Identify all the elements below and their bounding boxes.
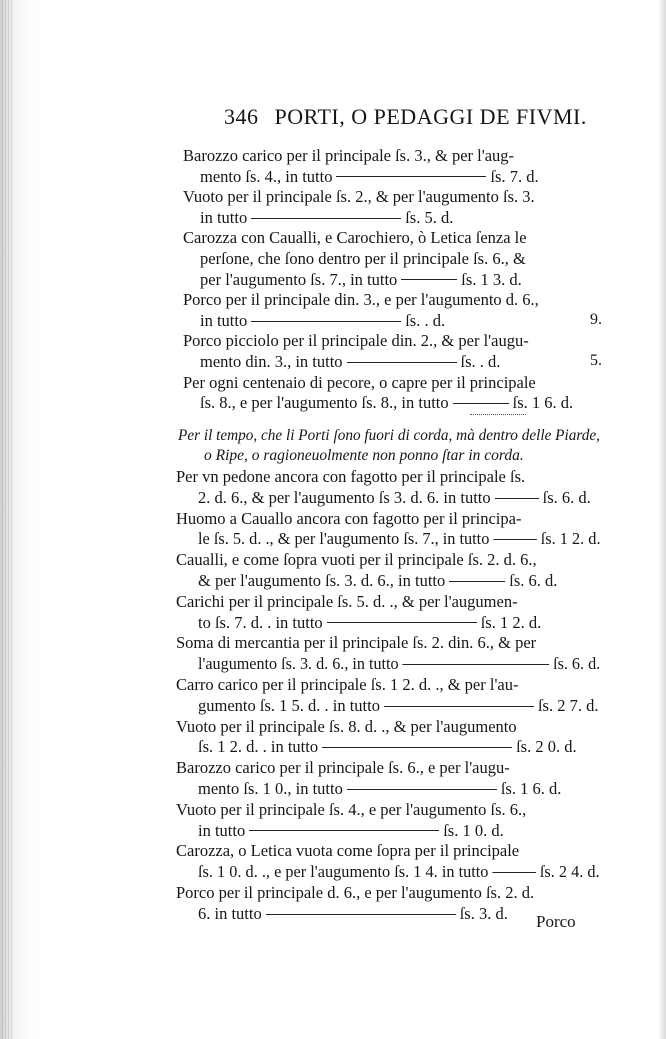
entry-line: [176, 509, 521, 529]
entry-amount: ſs. . d.: [460, 352, 501, 371]
entry-text: Porco per il principale d. 6., e per l'augumento ſs. 2. d.: [176, 883, 535, 902]
entry-text: Barozzo carico per il principale ſs. 3., & per l'aug-: [183, 146, 515, 165]
entry-text: ſs. 1 0. d. ., e per l'augumento ſs. 1 4. in tutto: [198, 862, 489, 882]
entry-text: in tutto: [200, 207, 248, 227]
entry-text: ſs. 8., e per l'augumento ſs. 8., in tutto: [200, 393, 449, 413]
entry-line: [200, 167, 539, 187]
entry-line: [198, 862, 600, 882]
leader-rule: [449, 581, 505, 582]
section-separator: [470, 414, 526, 415]
entry-text: in tutto: [198, 820, 246, 840]
entry-text: le ſs. 5. d. ., & per l'augumento ſs. 7., in tutto: [198, 529, 490, 549]
entry-line: [183, 290, 539, 310]
entry-text: gumento ſs. 1 5. d. . in tutto: [198, 695, 380, 715]
entry-text: Huomo a Cauallo ancora con fagotto per il principa-: [176, 508, 522, 528]
leader-rule: [251, 321, 401, 322]
entry-text: to ſs. 7. d. . in tutto: [198, 612, 323, 632]
entry-line: [176, 800, 526, 820]
entry-amount: ſs. 1 0. d.: [443, 820, 504, 840]
leader-rule: [492, 872, 535, 873]
entry-line: [176, 883, 534, 903]
entry-amount: ſs. 1 6. d.: [512, 393, 574, 413]
entry-line: [176, 717, 517, 737]
entry-line: [183, 331, 529, 351]
leader-rule: [347, 789, 497, 790]
page-edge-right: [658, 0, 666, 1039]
margin-note: 9.: [590, 311, 602, 328]
entry-line: [200, 352, 500, 372]
entry-text: in tutto: [200, 310, 248, 330]
entry-line: [183, 228, 527, 248]
entry-amount: ſs. 5. d.: [405, 207, 454, 227]
entry-line: [198, 613, 541, 633]
entry-line: [176, 467, 525, 487]
entry-amount: ſs. 2 0. d.: [516, 737, 577, 757]
entry-text: Barozzo carico per il principale ſs. 6., e per l'augu-: [176, 758, 510, 778]
entry-text: Vuoto per il principale ſs. 4., e per l'augumento ſs. 6.,: [176, 799, 527, 819]
entry-amount: ſs. 1 2. d.: [480, 612, 542, 632]
leader-rule: [322, 747, 512, 748]
entry-text: Vuoto per il principale ſs. 2., & per l'augumento ſs. 3.: [183, 187, 535, 207]
entry-text: Carozza con Caualli, e Carochiero, ò Letica ſenza le: [183, 228, 527, 248]
entry-line: [198, 529, 601, 549]
margin-note: 5.: [590, 352, 602, 369]
entry-line: [200, 270, 522, 290]
running-title: PORTI, O PEDAGGI DE FIVMI.: [274, 104, 587, 129]
page-header: [224, 104, 587, 130]
leader-rule: [266, 914, 456, 915]
entry-amount: ſs. 3. d.: [459, 903, 508, 923]
entry-line: [198, 654, 600, 674]
entry-line: [183, 187, 535, 207]
entry-text: Soma di mercantia per il principale ſs. 2. din. 6., & per: [176, 633, 537, 653]
entry-amount: ſs. . d.: [405, 310, 446, 330]
entry-amount: ſs. 6. d.: [542, 487, 591, 507]
entry-line: [176, 592, 518, 612]
entry-amount: ſs. 7. d.: [490, 166, 539, 186]
entry-line: [176, 758, 510, 778]
entry-amount: ſs. 2 7. d.: [537, 695, 599, 715]
entry-amount: ſs. 1 3. d.: [461, 269, 522, 289]
entry-line: [200, 249, 526, 269]
entry-line: [198, 779, 561, 799]
entry-text: per l'augumento ſs. 7., in tutto: [200, 269, 398, 289]
entry-text: Per vn pedone ancora con fagotto per il principale ſs.: [176, 467, 526, 486]
entry-line: [183, 373, 536, 393]
entry-line: [198, 821, 504, 841]
entry-line: [183, 146, 514, 166]
leader-rule: [384, 706, 534, 707]
entry-line: [176, 841, 519, 861]
entry-line: [176, 633, 536, 653]
entry-amount: ſs. 2 4. d.: [539, 862, 600, 882]
entry-text: Carichi per il principale ſs. 5. d. ., & per l'augumen-: [176, 591, 518, 611]
leader-rule: [495, 498, 539, 499]
entry-text: l'augumento ſs. 3. d. 6., in tutto: [198, 654, 399, 674]
leader-rule: [401, 279, 457, 280]
leader-rule: [493, 539, 536, 540]
entry-amount: ſs. 6. d.: [553, 654, 601, 674]
entry-line: [200, 208, 453, 228]
entry-line: [198, 571, 557, 591]
entry-text: perſone, che ſono dentro per il principale ſs. 6., &: [200, 249, 526, 268]
entry-text: mento din. 3., in tutto: [200, 352, 343, 371]
entry-text: mento ſs. 4., in tutto: [200, 166, 333, 186]
entry-text: Porco per il principale din. 3., e per l'augumento d. 6.,: [183, 290, 539, 310]
catchword: Porco: [536, 912, 576, 931]
entry-text: & per l'augumento ſs. 3. d. 6., in tutto: [198, 571, 446, 590]
entry-text: Per ogni centenaio di pecore, o capre per il principale: [183, 372, 536, 392]
entry-text: mento ſs. 1 0., in tutto: [198, 779, 343, 798]
entry-line: [198, 696, 598, 716]
leader-rule: [327, 622, 477, 623]
entry-line: [198, 488, 591, 508]
entry-line: [176, 675, 518, 695]
leader-rule: [336, 176, 486, 177]
entry-text: Porco picciolo per il principale din. 2., & per l'augu-: [183, 331, 529, 351]
entry-line: [198, 737, 577, 757]
leader-rule: [249, 830, 439, 831]
entry-amount: ſs. 1 6. d.: [500, 779, 562, 798]
leader-rule: [453, 403, 509, 404]
section-heading-line: o Ripe, o ragioneuolmente non ponno ſtar in corda.: [204, 447, 524, 464]
section-heading-line: Per il tempo, che li Porti ſono fuori di corda, mà dentro delle Piarde,: [178, 427, 600, 444]
entry-line: [198, 904, 508, 924]
page-number: 346: [224, 104, 259, 129]
leader-rule: [402, 664, 549, 665]
entry-text: Vuoto per il principale ſs. 8. d. ., & per l'augumento: [176, 716, 517, 736]
entry-text: 6. in tutto: [198, 903, 262, 923]
entry-text: ſs. 1 2. d. . in tutto: [198, 737, 319, 757]
leader-rule: [347, 362, 457, 363]
leader-rule: [251, 218, 401, 219]
page-edge-left: [0, 0, 40, 1039]
entry-line: [176, 550, 537, 570]
entry-text: 2. d. 6., & per l'augumento ſs 3. d. 6. in tutto: [198, 487, 491, 507]
entry-text: Caualli, e come ſopra vuoti per il principale ſs. 2. d. 6.,: [176, 550, 537, 570]
entry-amount: ſs. 1 2. d.: [540, 529, 601, 549]
entry-amount: ſs. 6. d.: [509, 571, 558, 590]
entry-line: [200, 311, 445, 331]
entry-text: Carro carico per il principale ſs. 1 2. d. ., & per l'au-: [176, 675, 519, 694]
entry-line: [200, 393, 573, 413]
entry-text: Carozza, o Letica vuota come ſopra per il principale: [176, 841, 520, 861]
